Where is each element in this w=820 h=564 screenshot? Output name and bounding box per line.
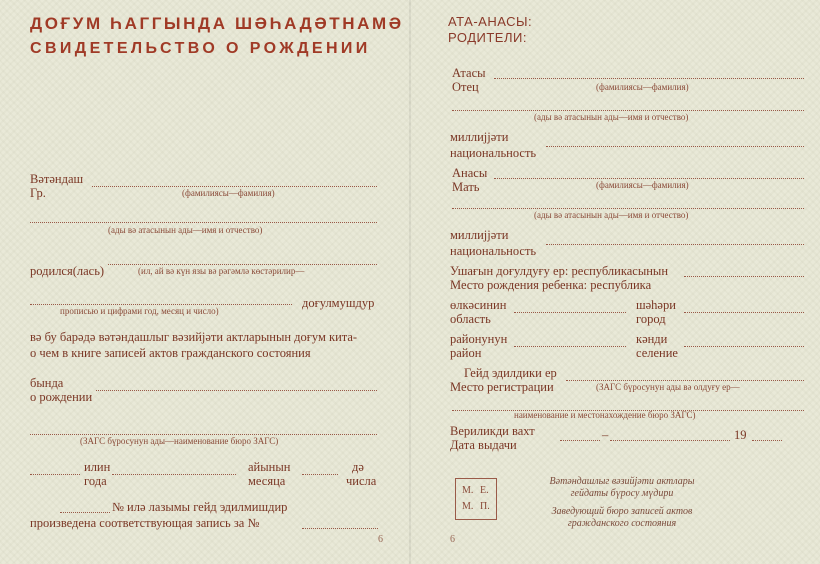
entry-az: № илә лазымы гейд эдилмишдир <box>112 500 288 514</box>
village-ru: селение <box>636 346 678 360</box>
district-az: районунун <box>450 332 508 346</box>
seal-m: М. <box>462 485 474 496</box>
date-line <box>108 264 377 265</box>
birthplace-az: Ушағын доғулдуғу ер: республикасынын <box>450 264 669 278</box>
entry-line-b <box>302 528 378 529</box>
record-text-az: вә бу барәдә вәтәндашлыг вәзийјәти актларынын доғум кита- <box>30 330 358 344</box>
issue-az: Вериликди вахт <box>450 424 535 438</box>
father-name-line <box>452 110 804 111</box>
father-nat-az: миллијјәти <box>450 130 509 144</box>
issue-day-line <box>560 440 600 441</box>
head-az-2: гейдаты бүросу мүдири <box>570 488 674 499</box>
day-ru: числа <box>346 474 377 488</box>
date-hint: (ил, ай вә күн язы вә рәгәмлә көстәрилир— <box>138 266 305 276</box>
district-ru: район <box>450 346 482 360</box>
city-ru: город <box>636 312 666 326</box>
about-ru: о рождении <box>30 390 93 404</box>
zags-line <box>30 434 377 435</box>
issue-month-line <box>610 440 730 441</box>
head-ru-2: гражданского состояния <box>567 518 677 529</box>
head-ru-1: Заведующий бюро записей актов <box>551 506 693 517</box>
seal-box <box>455 478 497 520</box>
mother-name-line <box>452 208 804 209</box>
region-line <box>514 312 626 313</box>
issue-ru: Дата выдачи <box>450 438 517 452</box>
page-fold <box>409 0 411 564</box>
title-ru: СВИДЕТЕЛЬСТВО О РОЖДЕНИИ <box>30 40 371 57</box>
page-number-left: 6 <box>378 534 383 545</box>
seal-e: Е. <box>480 485 489 496</box>
name-line <box>30 222 377 223</box>
city-line <box>684 312 804 313</box>
page-number-right: 6 <box>450 534 455 545</box>
surname-hint: (фамилиясы—фамилия) <box>182 188 275 198</box>
date-hint-2: прописью и цифрами год, месяц и число) <box>60 306 219 316</box>
entry-line-a <box>60 512 110 513</box>
issue-year-line <box>752 440 782 441</box>
year-line-b <box>112 474 236 475</box>
about-az: бында <box>30 376 64 390</box>
entry-ru: произведена соответствующая запись за № <box>30 516 260 530</box>
issue-year-prefix: 19 <box>734 428 747 442</box>
surname-line <box>92 186 377 187</box>
record-text-ru: о чем в книге записей актов гражданского состояния <box>30 346 311 360</box>
father-az: Атасы <box>452 66 486 80</box>
region-ru: область <box>450 312 491 326</box>
father-nat-ru: национальность <box>450 146 537 160</box>
born-label: родился(лась) <box>30 264 105 278</box>
name-hint: (ады вә атасынын ады—имя и отчество) <box>108 225 263 235</box>
regplace-az: Гейд эдилдики ер <box>464 366 557 380</box>
date-line-2 <box>30 304 292 305</box>
village-line <box>684 346 804 347</box>
regplace-ru: Место регистрации <box>450 380 554 394</box>
birthplace-ru: Место рождения ребенка: республика <box>450 278 652 292</box>
about-line <box>96 390 377 391</box>
year-az: илин <box>84 460 111 474</box>
district-line <box>514 346 626 347</box>
mother-nat-az: миллијјәти <box>450 228 509 242</box>
father-nat-line <box>546 146 804 147</box>
born-az-label: доғулмушдур <box>302 296 375 310</box>
mother-name-hint: (ады вә атасынын ады—имя и отчество) <box>534 210 689 220</box>
regplace-line <box>566 380 804 381</box>
republic-line <box>684 276 804 277</box>
seal-p: П. <box>480 501 490 512</box>
mother-az: Анасы <box>452 166 488 180</box>
mother-ru: Мать <box>452 180 480 194</box>
citizen-label-ru: Гр. <box>30 186 46 200</box>
mother-nat-ru: национальность <box>450 244 537 258</box>
father-surname-line <box>494 78 804 79</box>
head-az-1: Вәтәндашлыг вәзийјәти актлары <box>549 476 695 487</box>
seal-m2: М. <box>462 501 474 512</box>
parents-ru: РОДИТЕЛИ: <box>448 30 527 45</box>
day-az: дә <box>352 460 364 474</box>
year-ru: года <box>84 474 107 488</box>
month-ru: месяца <box>248 474 286 488</box>
regplace-hint: (ЗАГС бүросунун ады вә олдуғу ер— <box>596 382 740 392</box>
mother-surname-hint: (фамилиясы—фамилия) <box>596 180 689 190</box>
year-line-a <box>30 474 80 475</box>
regplace-hint-2: наименование и местонахождение бюро ЗАГС) <box>514 410 696 420</box>
citizen-label-az: Вәтәндаш <box>30 172 84 186</box>
region-az: өлкәсинин <box>450 298 507 312</box>
zags-hint: (ЗАГС бүросунун ады—наименование бюро ЗАГС) <box>80 436 279 446</box>
father-ru: Отец <box>452 80 479 94</box>
issue-dash: – <box>602 428 609 442</box>
parents-az: АТА-АНАСЫ: <box>448 14 533 29</box>
mother-surname-line <box>494 178 804 179</box>
city-az: шәһәри <box>636 298 676 312</box>
village-az: кәнди <box>636 332 668 346</box>
month-az: айынын <box>248 460 291 474</box>
title-az: ДОҒУМ ҺАГГЫНДА ШӘҺАДӘТНАМӘ <box>30 14 404 33</box>
mother-nat-line <box>546 244 804 245</box>
month-line <box>302 474 338 475</box>
father-surname-hint: (фамилиясы—фамилия) <box>596 82 689 92</box>
father-name-hint: (ады вә атасынын ады—имя и отчество) <box>534 112 689 122</box>
